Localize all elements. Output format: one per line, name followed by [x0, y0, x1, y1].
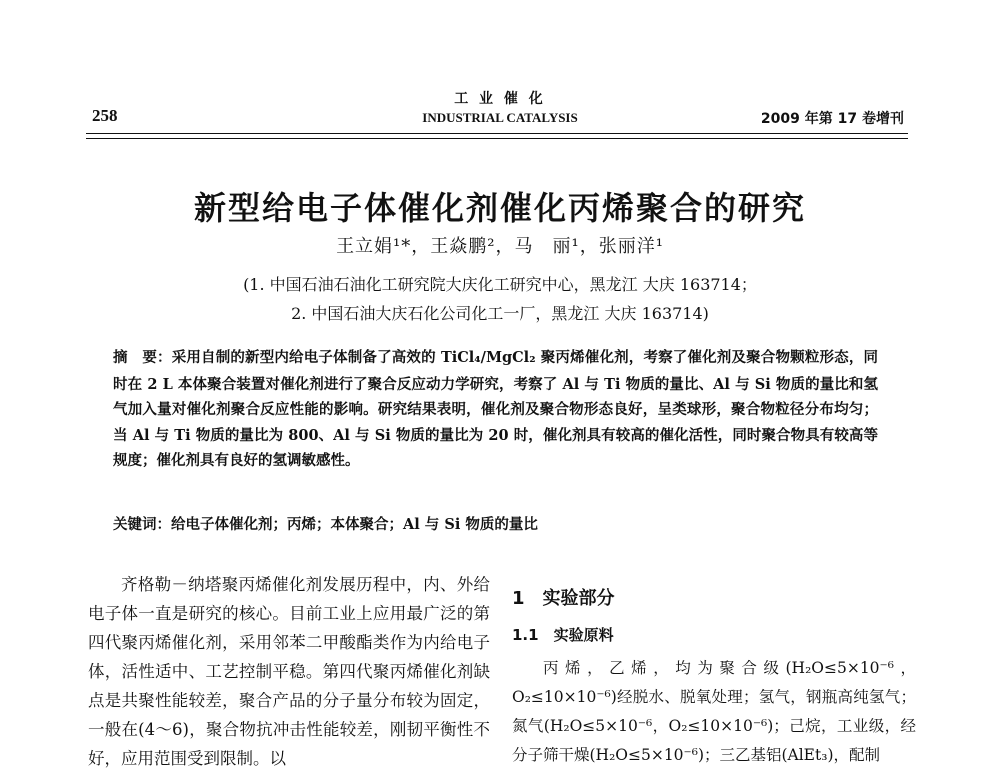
journal-name-en: INDUSTRIAL CATALYSIS	[422, 110, 578, 125]
materials-paragraph: 丙烯，乙烯，均为聚合级(H₂O≤5×10⁻⁶，O₂≤10×10⁻⁶)经脱水、脱氧处理；氢气，钢瓶高纯氢气；氮气(H₂O≤5×10⁻⁶，O₂≤10×10⁻⁶)；己烷，工业级，经分子筛干燥(H₂O≤5×10⁻⁶)；三乙基铝(AlEt₃)，配制	[512, 659, 916, 764]
abstract	[113, 345, 878, 474]
article-title: 新型给电子体催化剂催化丙烯聚合的研究	[193, 189, 806, 227]
author-list: 王立娟¹*，王焱鹏²，马 丽¹，张丽洋¹	[336, 236, 664, 257]
abstract-label: 摘 要：	[113, 350, 172, 366]
affiliation-1: (1. 中国石油石油化工研究院大庆化工研究中心，黑龙江 大庆 163714；	[243, 275, 757, 294]
body-column-left	[88, 570, 490, 773]
journal-name-cn: 工 业 催 化	[454, 91, 546, 107]
page-number: 258	[92, 106, 118, 125]
section-heading-1: 1 实验部分	[512, 588, 615, 609]
header-rule-top	[86, 133, 908, 134]
abstract-text: 采用自制的新型内给电子体制备了高效的 TiCl₄/MgCl₂ 聚丙烯催化剂，考察了催化剂及聚合物颗粒形态，同时在 2 L 本体聚合装置对催化剂进行了聚合反应动力学研究，考察了 Al 与 Ti 物质的量比、Al 与 Si 物质的量比和氢气加入量对催化剂聚合反应性能的影响。研究结果表明，催化剂及聚合物形态良好，呈类球形，聚合物粒径分布均匀；当 Al 与 Ti 物质的量比为 800、Al 与 Si 物质的量比为 20 时，催化剂具有较高的催化活性，同时聚合物具有较高等规度；催化剂具有良好的氢调敏感性。	[113, 349, 878, 470]
body-column-right	[512, 576, 916, 770]
affiliation-2: 2. 中国石油大庆石化公司化工一厂，黑龙江 大庆 163714)	[291, 304, 709, 323]
issue-info: 2009 年第 17 卷增刊	[760, 111, 904, 127]
subsection-heading-1-1: 1.1 实验原料	[512, 626, 614, 644]
keywords-text: 给电子体催化剂；丙烯；本体聚合；Al 与 Si 物质的量比	[171, 516, 538, 533]
header-rule-bottom	[86, 138, 908, 139]
keywords-label: 关键词：	[113, 517, 171, 533]
intro-paragraph: 齐格勒－纳塔聚丙烯催化剂发展历程中，内、外给电子体一直是研究的核心。目前工业上应用最广泛的第四代聚丙烯催化剂，采用邻苯二甲酸酯类作为内给电子体，活性适中、工艺控制平稳。第四代聚丙烯催化剂缺点是共聚性能较差，聚合产品的分子量分布较为固定，一般在(4～6)，聚合物抗冲击性能较差，刚韧平衡性不好，应用范围受到限制。以	[88, 575, 490, 768]
keywords	[113, 513, 878, 534]
